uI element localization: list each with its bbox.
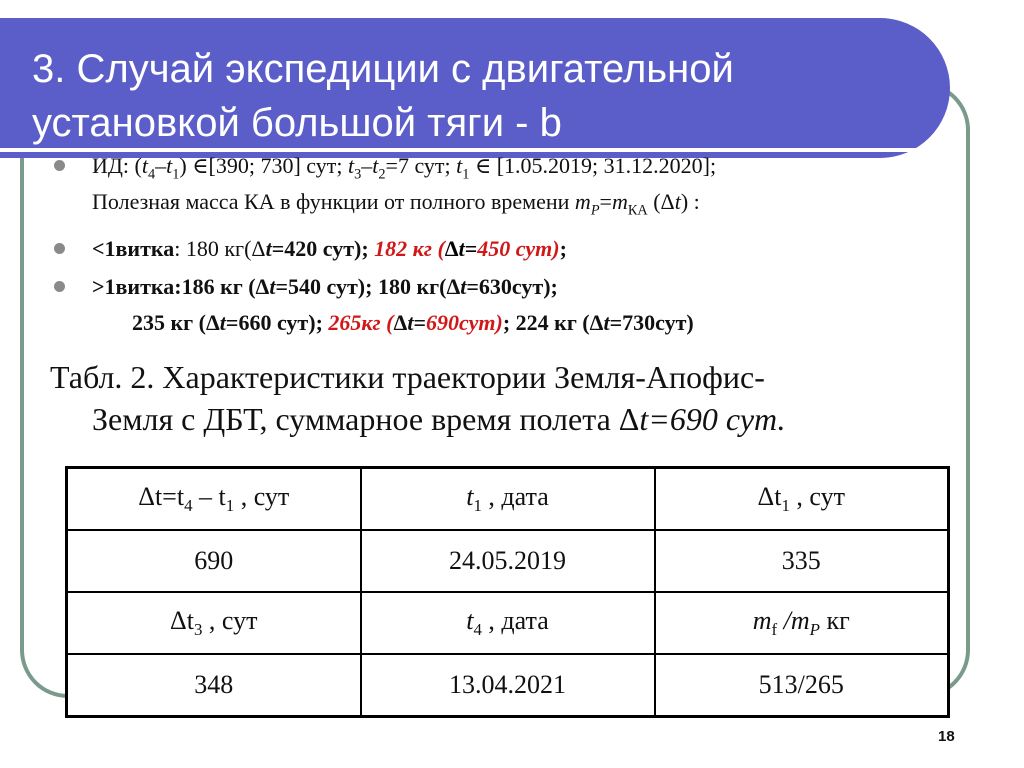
bullet-dot-icon <box>54 281 65 292</box>
table-cell: 690 <box>67 530 361 592</box>
table-cell: 335 <box>655 530 949 592</box>
table-caption <box>50 356 970 440</box>
title-line-2: установкой большой тяги - b <box>32 101 562 145</box>
bullet-initial-data <box>54 152 984 225</box>
trajectory-table <box>65 466 950 718</box>
bullet-dot-icon <box>54 243 65 254</box>
table-row <box>67 592 949 654</box>
caption-line-2: Земля с ДБТ, суммарное время полета Δt=690 сут. <box>92 401 786 437</box>
table-header-cell: $t_1$ , дата <box>361 468 655 531</box>
bullet-list <box>54 152 984 337</box>
bullet-dot-icon <box>54 160 65 171</box>
slide-title <box>32 42 932 150</box>
table-header-cell: $\Delta t_3$ , сут <box>67 592 361 654</box>
table-cell: 13.04.2021 <box>361 654 655 717</box>
page-number: 18 <box>938 728 955 745</box>
table-header-cell: $\Delta t_1$ , сут <box>655 468 949 531</box>
initial-data-line-1: ИД: $(t_4-t_1)$ ∈[390; 730] сут; $t_3-t_2=7$ сут; $t_1$ ∈ [1.05.2019; 31.12.2020]; <box>92 153 717 183</box>
bullet-less-than-one-turn: <1витка: 180 кг(Δt=420 сут); 182 кг (Δt=450 сут); <box>54 235 984 263</box>
table-header-cell: $m_f$ $/m_P$ кг <box>655 592 949 654</box>
caption-line-1: Табл. 2. Характеристики траектории Земля-Апофис- <box>50 359 765 395</box>
table-cell: 513/265 <box>655 654 949 717</box>
table-row <box>67 530 949 592</box>
table-cell: 24.05.2019 <box>361 530 655 592</box>
more-than-one-turn-line-1: >1витка:186 кг (Δt=540 сут); 180 кг(Δt=630сут); <box>92 273 558 299</box>
table-header-cell: $t_4$ , дата <box>361 592 655 654</box>
title-band <box>0 18 950 158</box>
table-cell: 348 <box>67 654 361 717</box>
initial-data-line-2: Полезная масса КА в функции от полного времени $m_P=m_{КА}$ (Δt) : <box>92 189 700 219</box>
table-row <box>67 468 949 531</box>
title-line-1: 3. Случай экспедиции с двигательной <box>32 47 734 91</box>
table-header-cell: $\Delta t=t_4 - t_1$ , сут <box>67 468 361 531</box>
table-row <box>67 654 949 717</box>
more-than-one-turn-line-2: 235 кг (Δt=660 сут); 265кг (Δt=690сут); 224 кг (Δt=730сут) <box>132 309 694 335</box>
bullet-more-than-one-turn <box>54 273 984 301</box>
